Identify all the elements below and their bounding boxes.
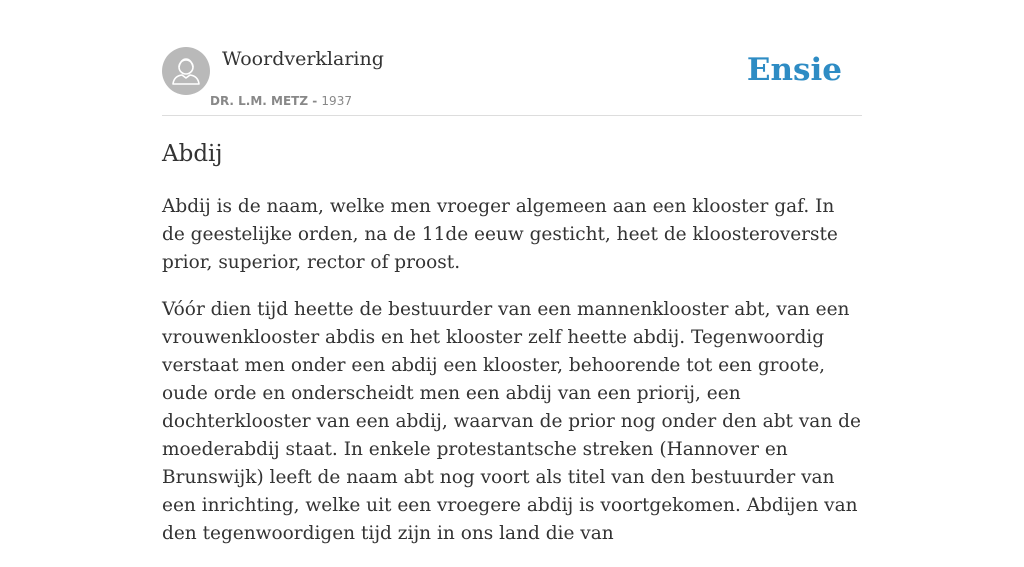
source-avatar[interactable] (162, 47, 210, 95)
article-paragraph: Vóór dien tijd heette de bestuurder van een mannenklooster abt, van een vrouwenklooster abdis en het klooster zelf heette abdij. Tegenwoordig verstaat men onder een abdij een klooster, behoorende tot een groote, oude orde en onderscheidt men een abdij van een priorij, een dochterklooster van een abdij, waarvan de prior nog onder den abt van de moederabdij staat. In enkele protestantsche streken (Hannover en Brunswijk) leeft de naam abt nog voort als titel van den bestuurder van een inrichting, welke uit een vroegere abdij is voortgekomen. Abdijen van den tegenwoordigen tijd zijn in ons land die van (162, 299, 861, 544)
source-header (162, 47, 862, 116)
publication-year: 1937 (321, 94, 352, 108)
user-icon (162, 47, 210, 95)
author-name[interactable]: DR. L.M. METZ (210, 94, 309, 108)
article-content (162, 138, 862, 567)
source-title-link[interactable]: Woordverklaring (222, 48, 384, 70)
entry-title: Abdij (162, 141, 223, 167)
source-meta (210, 93, 352, 109)
brand-logo[interactable]: Ensie (746, 52, 842, 88)
meta-separator: - (308, 94, 322, 108)
article-paragraph: Abdij is de naam, welke men vroeger algemeen aan een klooster gaf. In de geestelijke orden, na de 11de eeuw gesticht, heet de kloosteroverste prior, superior, rector of proost. (162, 196, 838, 273)
